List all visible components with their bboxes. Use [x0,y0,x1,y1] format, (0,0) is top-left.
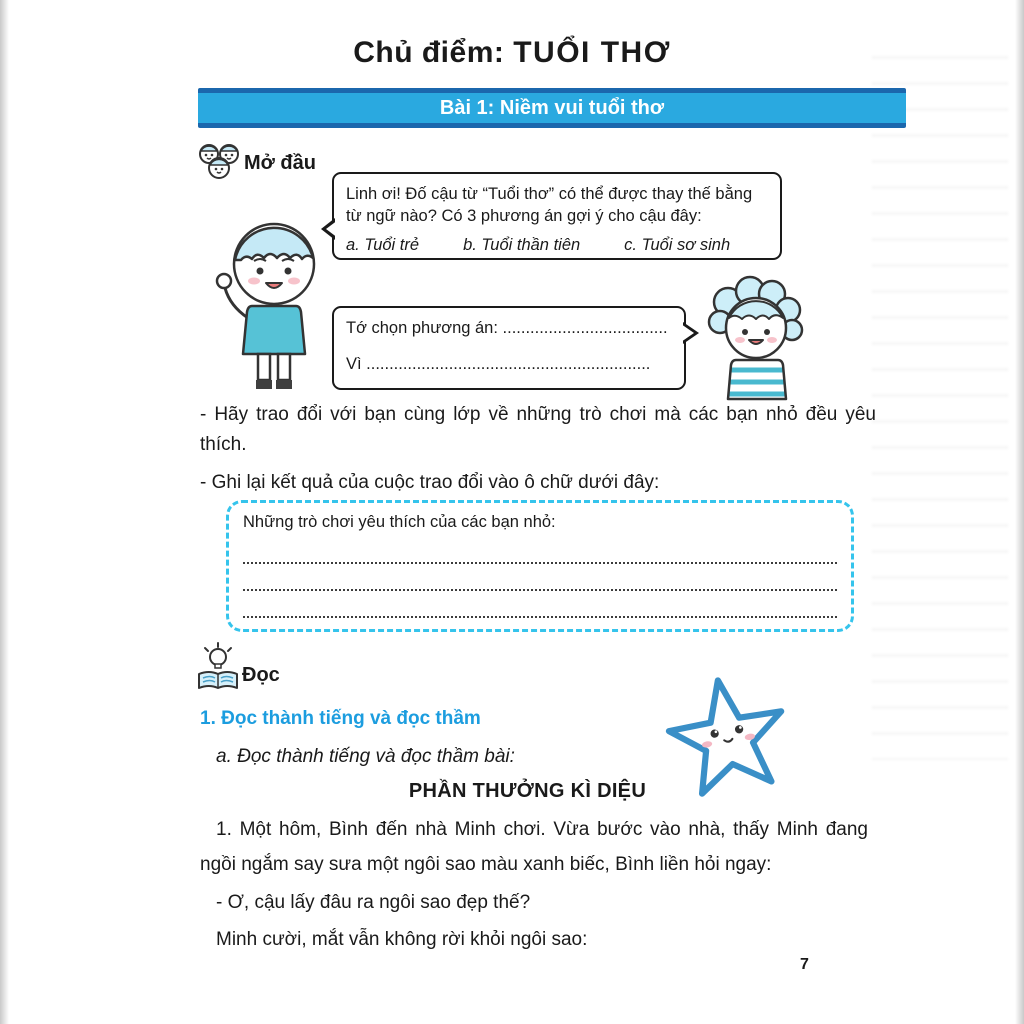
bubble-line-2: từ ngữ nào? Có 3 phương án gợi ý cho cậu đây: [346,207,702,225]
kids-faces-icon [196,142,242,182]
option-a: a. Tuổi trẻ [346,236,420,254]
task-record-text: - Ghi lại kết quả của cuộc trao đổi vào ô chữ dưới đây: [200,472,660,493]
bubble-tail [681,324,703,342]
reading-subheading: a. Đọc thành tiếng và đọc thầm bài: [216,746,515,767]
chapter-prefix: Chủ điểm: [353,36,514,69]
page-bleed-through [872,56,1008,760]
story-paragraph: Minh cười, mắt vẫn không rời khỏi ngôi sao: [216,929,588,950]
dialogue-line: - Ơ, cậu lấy đâu ra ngôi sao đẹp thế? [216,892,531,913]
answer-options [346,234,768,256]
chapter-name: TUỔI THƠ [513,36,671,69]
answer-line-2: Vì .............................................................. [346,355,651,373]
cute-star-illustration [644,653,811,816]
dotted-fill-line [243,537,837,564]
answer-box [226,500,854,632]
girl-character-illustration [698,272,816,408]
bubble-tail [317,220,338,238]
story-title: PHẦN THƯỞNG KÌ DIỆU [408,780,647,802]
lesson-banner [198,88,906,128]
answer-speech-bubble [332,306,686,390]
lightbulb-book-icon [196,642,240,692]
dotted-fill-line [243,591,837,618]
lesson-banner-label: Bài 1: Niềm vui tuổi thơ [439,97,665,119]
page-number: 7 [800,956,809,973]
option-c: c. Tuổi sơ sinh [624,236,731,254]
dotted-fill-line [243,564,837,591]
bubble-line-1: Linh ơi! Đố cậu từ “Tuổi thơ” có thể được thay thế bằng [346,185,753,203]
reading-heading: 1. Đọc thành tiếng và đọc thầm [200,708,481,729]
option-b: b. Tuổi thần tiên [463,236,581,254]
photo-edge-right [1015,0,1024,1024]
story-paragraph: 1. Một hôm, Bình đến nhà Minh chơi. Vừa bước vào nhà, thấy Minh đang ngồi ngắm say sưa một ngôi sao màu xanh biếc, Bình liền hỏi ngay: [200,819,868,875]
photo-edge-left [0,0,9,1024]
task-exchange-text: - Hãy trao đổi với bạn cùng lớp về những trò chơi mà các bạn nhỏ đều yêu thích. [200,404,876,455]
answer-box-label: Những trò chơi yêu thích của các bạn nhỏ: [243,513,556,531]
boy-speech-bubble [332,172,782,260]
answer-line-1: Tớ chọn phương án: .................................... [346,319,668,337]
section-label-mo-dau: Mở đầu [244,152,316,174]
chapter-title [0,36,1024,70]
section-label-doc: Đọc [242,664,280,686]
